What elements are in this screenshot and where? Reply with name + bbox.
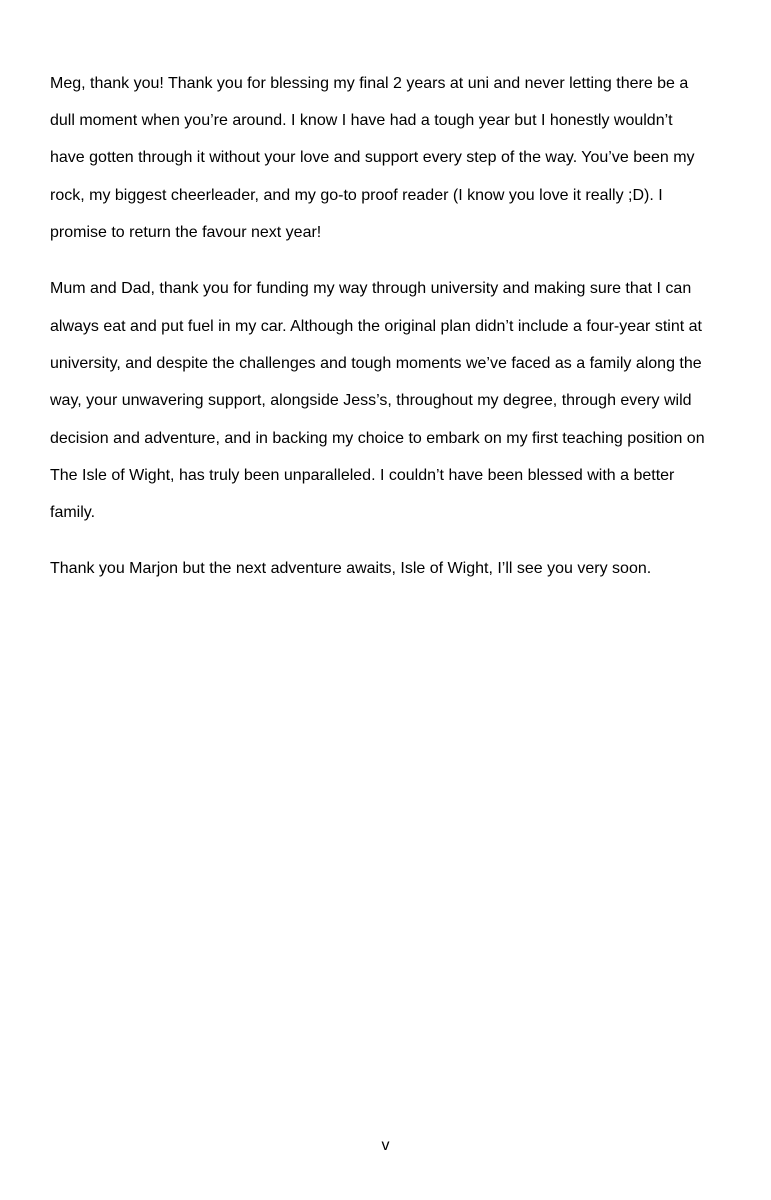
text-line: have gotten through it without your love and support every step of the way. You’ve been my: [50, 149, 695, 166]
text-line: rock, my biggest cheerleader, and my go-to proof reader (I know you love it really ;D). I: [50, 187, 663, 204]
text-line: Meg, thank you! Thank you for blessing my final 2 years at uni and never letting there be a: [50, 75, 689, 92]
text-line: always eat and put fuel in my car. Although the original plan didn’t include a four-year stint at: [50, 318, 702, 335]
text-line: dull moment when you’re around. I know I have had a tough year but I honestly wouldn’t: [50, 112, 673, 129]
text-line: family.: [50, 504, 96, 521]
text-line: decision and adventure, and in backing my choice to embark on my first teaching position on: [50, 430, 705, 447]
text-line: Mum and Dad, thank you for funding my way through university and making sure that I can: [50, 280, 692, 297]
text-line: way, your unwavering support, alongside Jess’s, throughout my degree, through every wild: [50, 392, 692, 409]
text-line: The Isle of Wight, has truly been unparalleled. I couldn’t have been blessed with a better: [50, 467, 675, 484]
text-line: Thank you Marjon but the next adventure awaits, Isle of Wight, I’ll see you very soon.: [50, 560, 652, 577]
text-line: promise to return the favour next year!: [50, 224, 322, 241]
page-number: v: [381, 1137, 390, 1154]
text-line: university, and despite the challenges and tough moments we’ve faced as a family along the: [50, 355, 702, 372]
